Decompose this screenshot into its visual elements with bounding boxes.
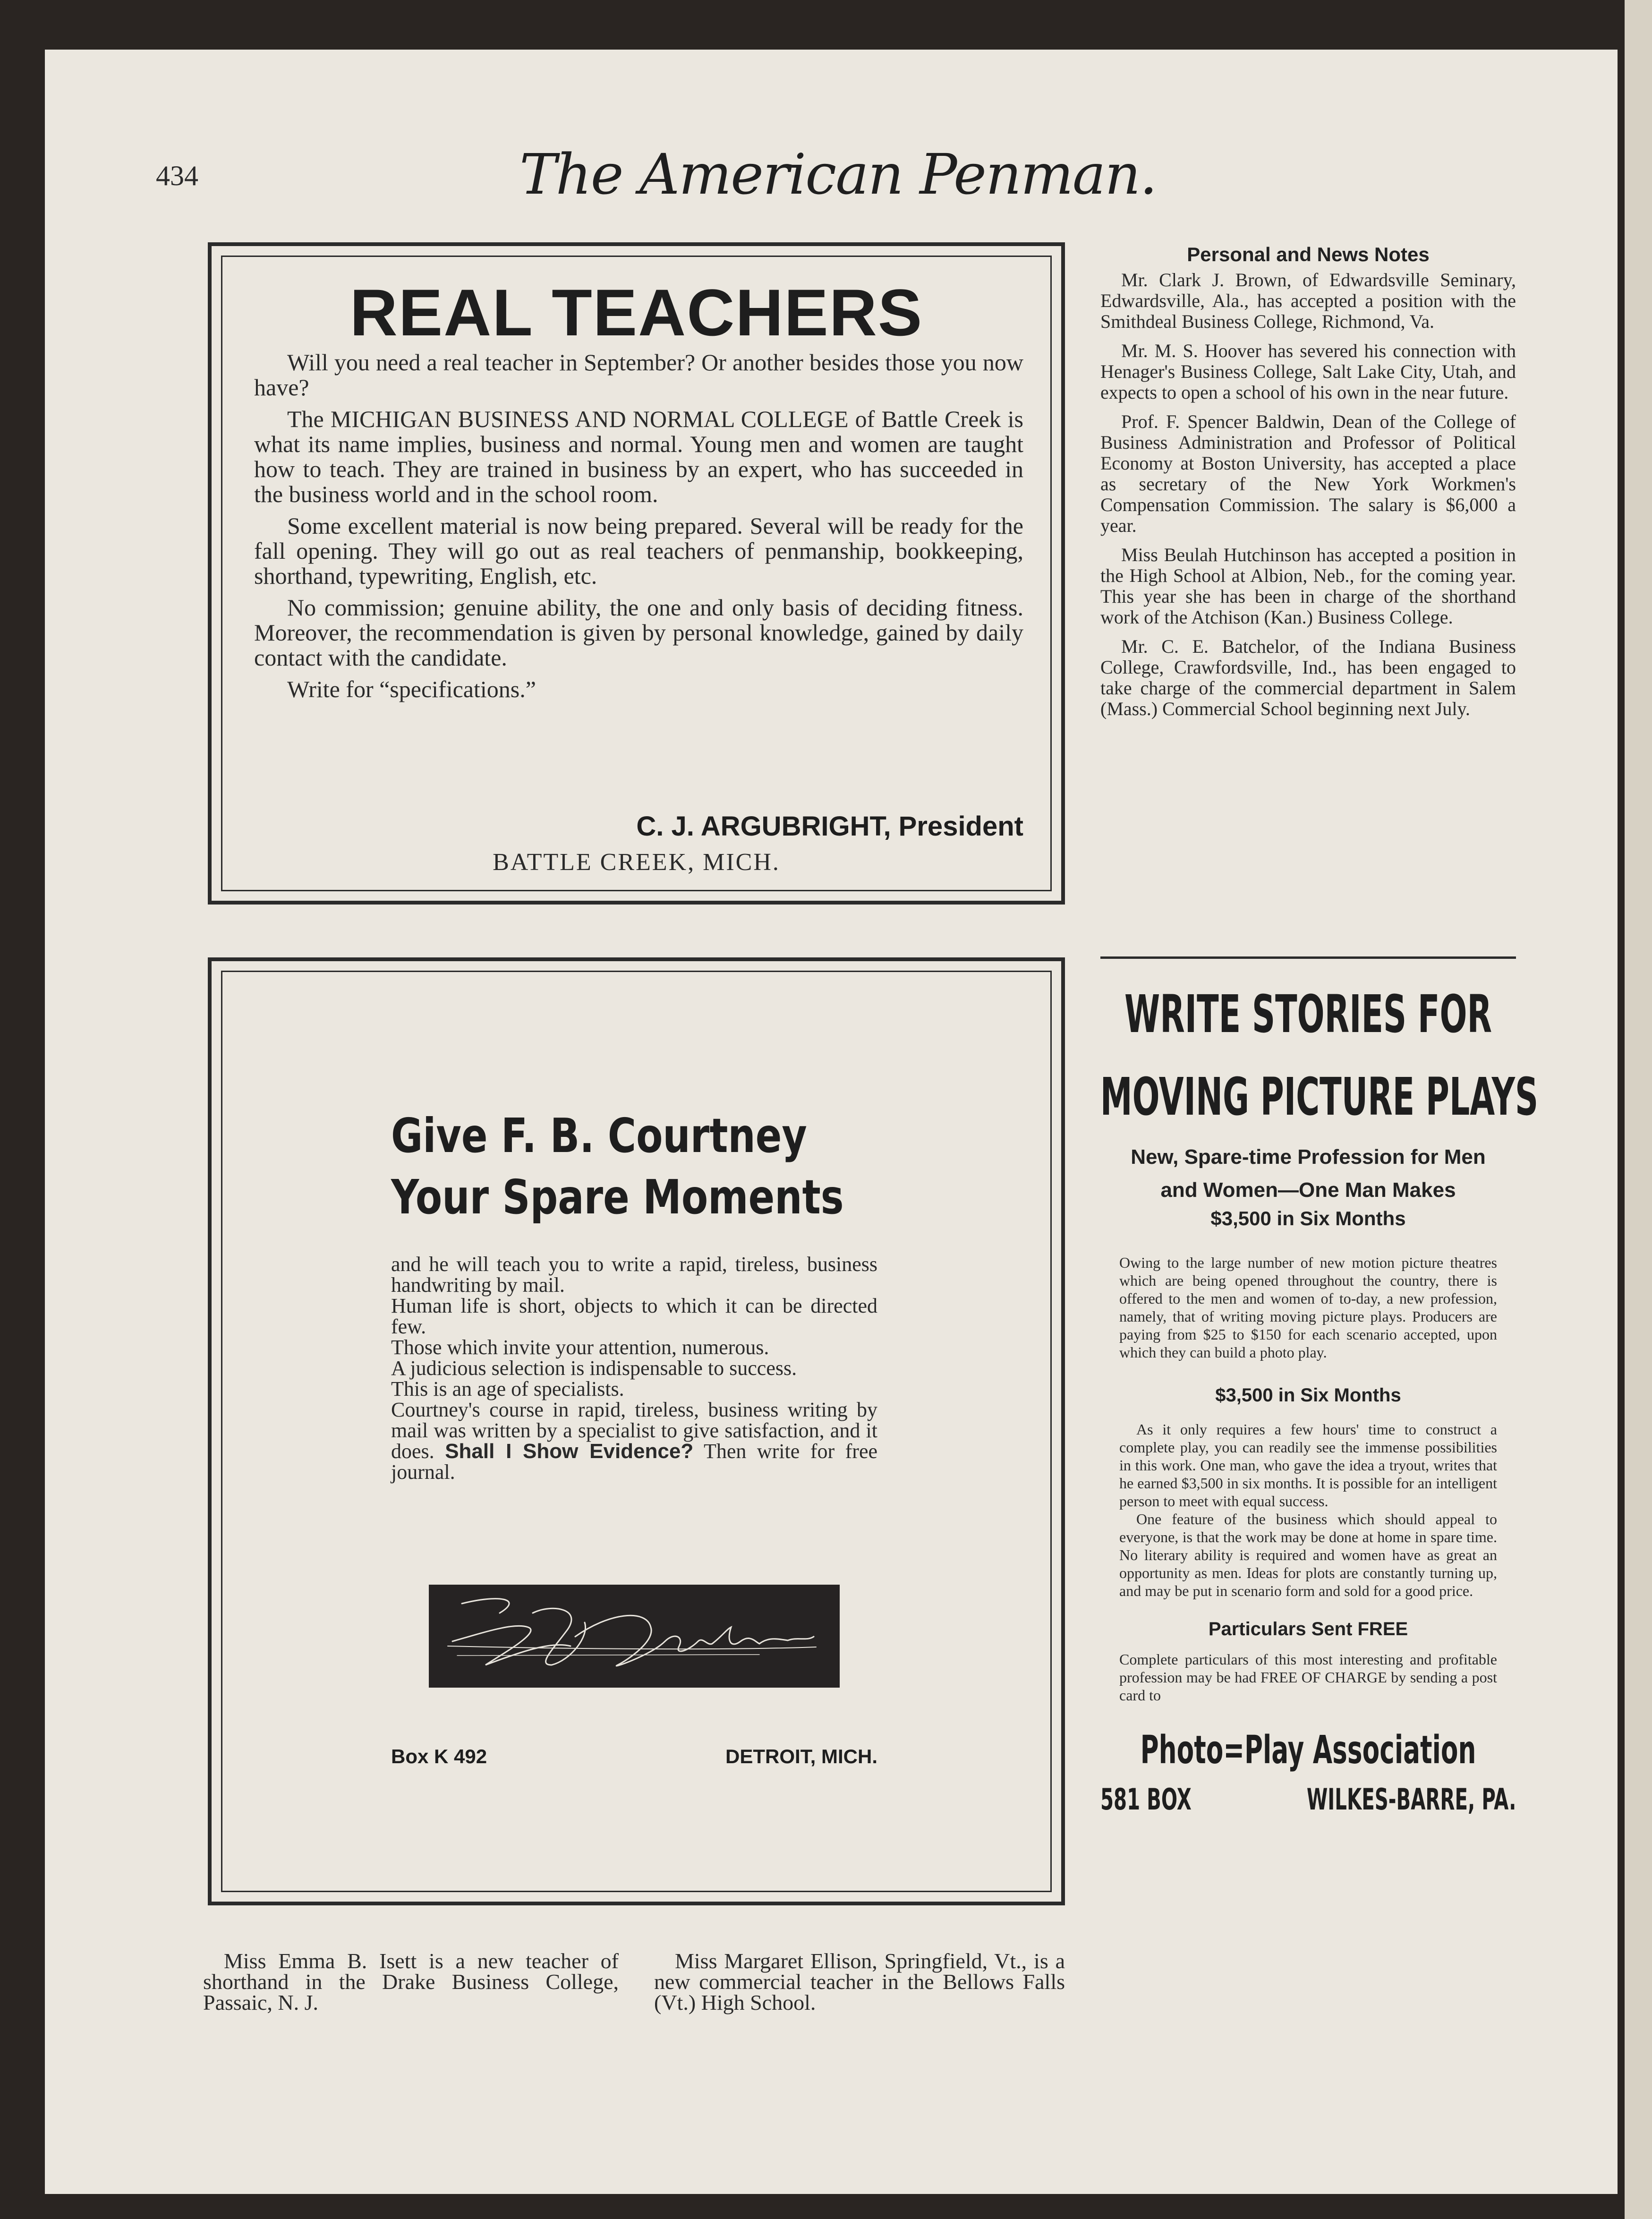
page-number: 434 bbox=[156, 160, 198, 191]
evidence-rest: Then write for free journal. bbox=[391, 1440, 877, 1484]
course-text: Courtney's course in rapid, tireless, business writing by mail was written by a specialist to give satisfaction, and it does. bbox=[391, 1398, 877, 1463]
title-line-2: Your Spare Moments bbox=[391, 1169, 844, 1225]
ad-amount: $3,500 in Six Months bbox=[1210, 1207, 1406, 1229]
ad-place: BATTLE CREEK, MICH. bbox=[493, 849, 780, 876]
ad-paragraph: As it only requires a few hours' time to construct a complete play, you can readily see the immense possibilities in this work. One man, who gave the idea a tryout, writes that he earned $3,500 in six months. It is possible for an intelligent person to meet with equal success. bbox=[1119, 1421, 1497, 1510]
real-teachers-ad bbox=[208, 242, 1065, 905]
signature-plate bbox=[429, 1585, 840, 1688]
masthead-title: The American Penman. bbox=[519, 142, 1157, 207]
ad-paragraph: The MICHIGAN BUSINESS AND NORMAL COLLEGE of Battle Creek is what its name implies, business and normal. Young men and women are taught how to teach. They are trained in business by an expert, who has succeeded in the business world and in the school room. bbox=[254, 406, 1023, 507]
news-notes-column bbox=[1100, 243, 1516, 728]
courtney-signature-image bbox=[429, 1585, 840, 1688]
ad-mid-heading: $3,500 in Six Months bbox=[1215, 1385, 1401, 1406]
ad-headline-2: MOVING PICTURE PLAYS bbox=[1100, 1067, 1539, 1127]
ad-subheading-2: and Women—One Man Makes bbox=[1160, 1178, 1456, 1202]
news-item: Mr. Clark J. Brown, of Edwardsville Seminary, Edwardsville, Ala., has accepted a position with the Smithdeal Business College, Richmond, Va. bbox=[1100, 269, 1516, 332]
ad-paragraph: Write for “specifications.” bbox=[287, 676, 536, 702]
ad-paragraph: Complete particulars of this most interesting and profitable profession may be had FREE OF CHARGE by sending a post card to bbox=[1119, 1651, 1497, 1704]
ad-paragraph: Some excellent material is now being prepared. Several will be ready for the fall opening. They will go out as real teachers of penmanship, bookkeeping, shorthand, typewriting, English, etc. bbox=[254, 512, 1023, 589]
news-item: Mr. M. S. Hoover has severed his connection with Henager's Business College, Salt Lake City, Utah, and expects to open a school of his own in the near future. bbox=[1100, 340, 1516, 403]
ad-line: A judicious selection is indispensable to success. bbox=[391, 1357, 797, 1380]
ad-signature: C. J. ARGUBRIGHT, President bbox=[636, 811, 1023, 842]
column-divider bbox=[1100, 956, 1516, 959]
footer-note: Miss Margaret Ellison, Springfield, Vt., is a new commercial teacher in the Bellows Falls (Vt.) High School. bbox=[654, 1949, 1065, 2014]
ad-association-name: Photo=Play Association bbox=[1140, 1728, 1476, 1773]
ad-address bbox=[1100, 1782, 1516, 1820]
ad-paragraph: Owing to the large number of new motion picture theatres which are being opened throughout the country, there is offered to the men and women of to-day, a new profession, namely, that of writing moving picture plays. Producers are paying from $25 to $150 for each scenario accepted, upon which they can build a photo play. bbox=[1119, 1254, 1497, 1361]
news-item: Mr. C. E. Batchelor, of the Indiana Business College, Crawfordsville, Ind., has been engaged to take charge of the commercial department in Salem (Mass.) Commercial School beginning next July. bbox=[1100, 636, 1516, 719]
photoplay-ad bbox=[1100, 973, 1539, 1820]
ad-body bbox=[254, 350, 1023, 708]
ad-paragraph: No commission; genuine ability, the one and only basis of deciding fitness. Moreover, the recommendation is given by personal knowledge, gained by daily contact with the candidate. bbox=[254, 594, 1023, 671]
ad-city: DETROIT, MICH. bbox=[725, 1745, 877, 1767]
footer-note: Miss Emma B. Isett is a new teacher of shorthand in the Drake Business College, Passaic, N. J. bbox=[203, 1949, 619, 2014]
ad-paragraph: Will you need a real teacher in September? Or another besides those you now have? bbox=[254, 349, 1023, 401]
adjacent-page-edge bbox=[1625, 0, 1652, 2219]
ad-body bbox=[391, 1254, 877, 1483]
ad-address-box: 581 BOX bbox=[1100, 1782, 1192, 1817]
news-item: Miss Beulah Hutchinson has accepted a position in the High School at Albion, Neb., for the coming year. This year she has been in charge of the shorthand work of the Atchison (Kan.) Business College. bbox=[1100, 544, 1516, 628]
courtney-ad bbox=[208, 957, 1065, 1905]
ad-title bbox=[391, 1105, 844, 1228]
ad-paragraph: One feature of the business which should appeal to everyone, is that the work may be done at home in spare time. No literary ability is required and women have as great an opportunity as men. Ideas for plots are constantly turning up, and may be put in scenario form and sold for a good price. bbox=[1119, 1511, 1497, 1599]
ad-headline-1: WRITE STORIES FOR bbox=[1124, 984, 1492, 1044]
ad-line bbox=[391, 1400, 877, 1483]
title-line-1: Give F. B. Courtney bbox=[391, 1108, 807, 1163]
ad-address-city: WILKES-BARRE, PA. bbox=[1306, 1782, 1516, 1817]
evidence-bold: Shall I Show Evidence? bbox=[445, 1440, 694, 1463]
ad-line: Human life is short, objects to which it can be directed few. bbox=[391, 1294, 877, 1338]
news-heading: Personal and News Notes bbox=[1187, 243, 1430, 265]
news-item: Prof. F. Spencer Baldwin, Dean of the College of Business Administration and Professor of Political Economy at Boston University, has accepted a place as secretary of the New York Workmen's Compensation Commission. The salary is $6,000 a year. bbox=[1100, 411, 1516, 536]
masthead bbox=[519, 137, 1209, 208]
ad-particulars: Particulars Sent FREE bbox=[1208, 1619, 1408, 1639]
ad-title: REAL TEACHERS bbox=[349, 275, 923, 350]
ad-line: This is an age of specialists. bbox=[391, 1377, 624, 1400]
ad-subheading-1: New, Spare-time Profession for Men bbox=[1131, 1145, 1486, 1169]
ad-line: Those which invite your attention, numerous. bbox=[391, 1336, 769, 1359]
ad-line: and he will teach you to write a rapid, tireless, business handwriting by mail. bbox=[391, 1253, 877, 1297]
ad-box-address: Box K 492 bbox=[391, 1745, 487, 1767]
